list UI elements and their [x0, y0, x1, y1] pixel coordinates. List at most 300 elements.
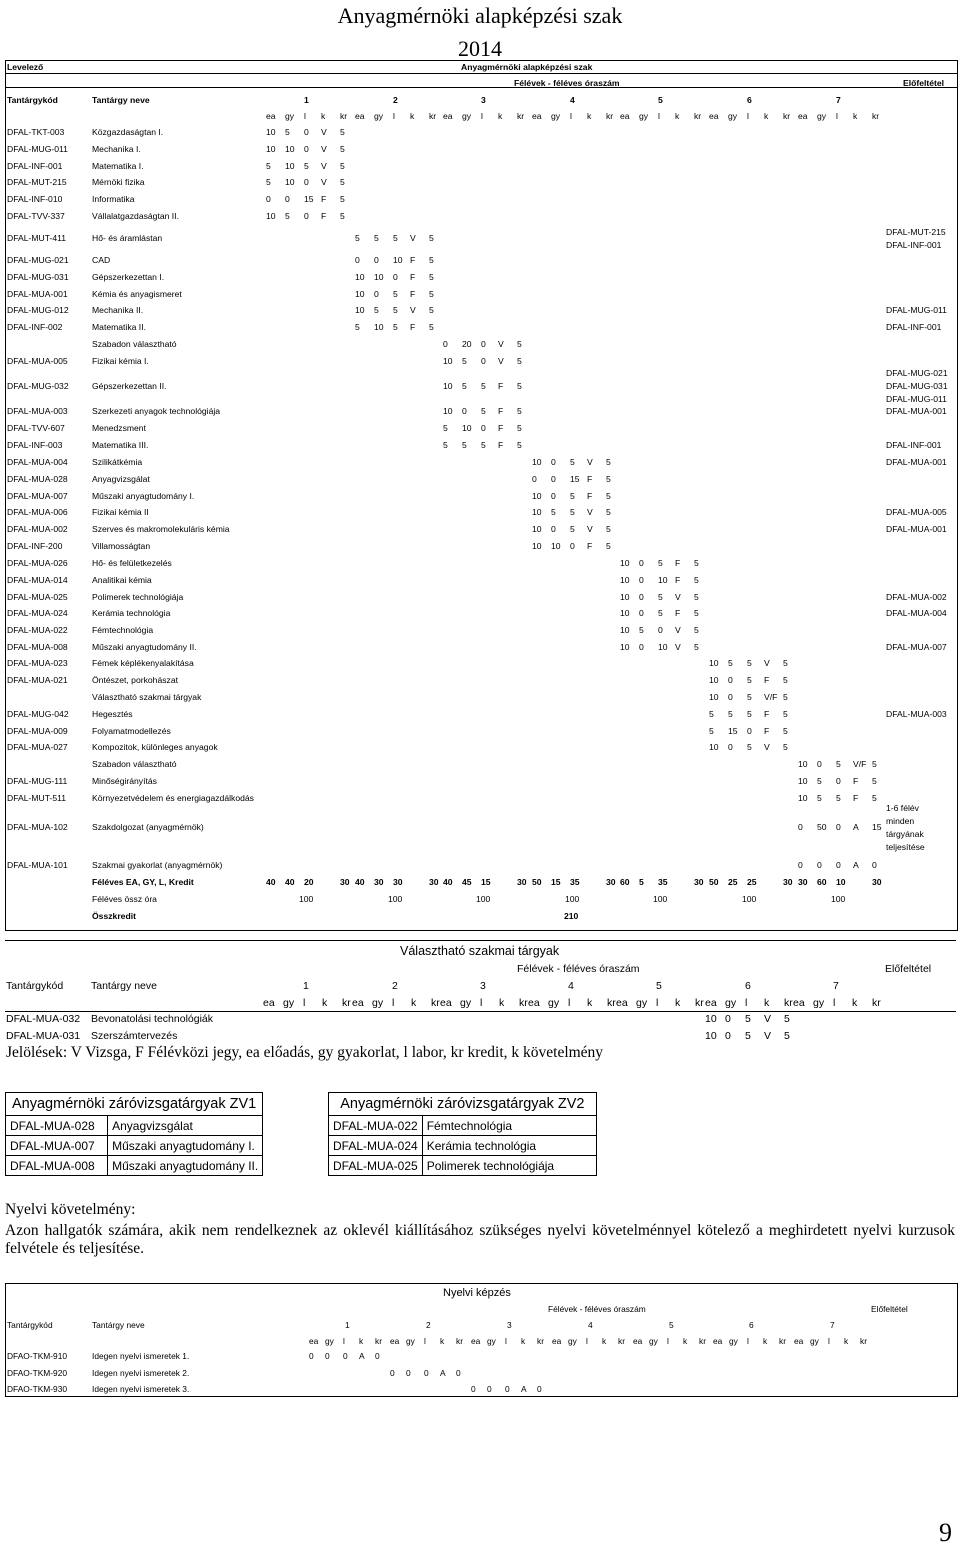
course-name: Gépszerkezettan II. [92, 381, 167, 391]
course-value: 0 [304, 211, 309, 221]
course-value: V [321, 177, 327, 187]
course-value: V [321, 144, 327, 154]
course-value: 10 [709, 692, 719, 702]
subcolumn-label: ea [793, 997, 805, 1009]
course-name: Szerszámtervezés [91, 1030, 178, 1042]
course-value: F [764, 726, 770, 736]
subject-code: DFAL-MUA-028 [6, 1116, 108, 1136]
course-value: F [410, 322, 416, 332]
course-code: DFAL-MUA-026 [7, 558, 68, 568]
course-value: 5 [481, 406, 486, 416]
legend: Jelölések: V Vizsga, F Félévközi jegy, ea előadás, gy gyakorlat, l labor, kr kredit, k követelmény [6, 1044, 604, 1061]
course-value: F [675, 575, 681, 585]
course-value: 5 [517, 339, 522, 349]
subcolumn-label: l [570, 111, 572, 121]
subcolumn-label: ea [709, 111, 719, 121]
subcolumn-label: gy [639, 111, 649, 121]
course-value: 10 [532, 457, 542, 467]
course-value: 5 [374, 305, 379, 315]
language-requirement-title: Nyelvi követelmény: [5, 1201, 136, 1218]
course-value: 5 [606, 491, 611, 501]
subcolumn-label: ea [390, 1336, 400, 1346]
course-code: DFAL-MUA-001 [7, 289, 68, 299]
course-name: Informatika [92, 194, 135, 204]
course-name: Műszaki anyagtudomány I. [92, 491, 195, 501]
course-name: Fémtechnológia [92, 625, 154, 635]
prerequisite: DFAL-MUA-001 [886, 406, 947, 416]
course-value: 0 [481, 339, 486, 349]
subcolumn-label: ea [528, 997, 540, 1009]
zv1-title: Anyagmérnöki záróvizsgatárgyak ZV1 [6, 1093, 263, 1116]
course-value: 5 [728, 658, 733, 668]
subcolumn-label: k [411, 997, 417, 1009]
subcolumn-label: kr [517, 111, 525, 121]
course-value: V [587, 524, 593, 534]
course-code: DFAL-MUA-025 [7, 592, 68, 602]
subcolumn-label: ea [794, 1336, 804, 1346]
total-credit-value: 210 [564, 911, 579, 921]
subcolumn-label: ea [633, 1336, 643, 1346]
course-code: DFAL-MUA-101 [7, 860, 68, 870]
course-value: 10 [705, 1030, 717, 1042]
course-value: V [675, 592, 681, 602]
course-value: V [764, 1030, 772, 1042]
subcolumn-label: ea [263, 997, 275, 1009]
subcolumn-label: ea [552, 1336, 562, 1346]
prerequisite: DFAL-MUA-001 [886, 524, 947, 534]
course-value: 5 [570, 457, 575, 467]
course-value: 5 [658, 558, 663, 568]
course-name: Szabadon választható [92, 339, 177, 349]
subcolumn-label: gy [487, 1336, 496, 1346]
table-row [329, 1116, 597, 1136]
course-value: 0 [443, 339, 448, 349]
course-name: Anyagvizsgálat [92, 474, 150, 484]
course-value: 5 [658, 608, 663, 618]
prerequisite: DFAL-MUA-007 [886, 642, 947, 652]
course-value: 5 [340, 211, 345, 221]
subcolumn-label: gy [406, 1336, 415, 1346]
course-value: 0 [343, 1351, 348, 1361]
table-row [6, 1116, 263, 1136]
semester-number: 3 [507, 1320, 512, 1330]
subcolumn-label: kr [779, 1336, 786, 1346]
table-row [329, 1156, 597, 1176]
course-value: 10 [355, 289, 365, 299]
course-code: DFAL-MUG-012 [7, 305, 69, 315]
code-header: Tantárgykód [7, 1320, 53, 1330]
semester-hours-label: Féléves össz óra [92, 894, 157, 904]
prerequisite: DFAL-MUG-011 [886, 394, 947, 404]
subcolumn-label: gy [810, 1336, 819, 1346]
subcolumn-label: l [833, 997, 836, 1009]
subject-name: Kerámia technológia [422, 1136, 596, 1156]
semester-hours-value: 100 [831, 894, 846, 904]
semester-total-value: 30 [872, 877, 882, 887]
doc-year: 2014 [458, 36, 502, 61]
prerequisite: DFAL-MUA-005 [886, 507, 947, 517]
course-value: 5 [340, 194, 345, 204]
course-name: Gépszerkezettan I. [92, 272, 165, 282]
subcolumn-label: gy [813, 997, 825, 1009]
semester-number: 6 [745, 980, 751, 992]
course-value: A [853, 860, 859, 870]
course-value: 5 [429, 289, 434, 299]
course-code: DFAO-TKM-930 [7, 1384, 68, 1394]
semester-number: 7 [836, 95, 841, 105]
semester-number: 5 [658, 95, 663, 105]
subcolumn-label: k [764, 997, 770, 1009]
page-number: 9 [939, 1518, 952, 1547]
course-value: 0 [551, 524, 556, 534]
prerequisite: DFAL-MUG-031 [886, 381, 948, 391]
course-value: F [410, 272, 416, 282]
course-code: DFAL-TVV-607 [7, 423, 65, 433]
subcolumn-label: l [747, 111, 749, 121]
semester-total-value: 30 [429, 877, 439, 887]
subcolumn-label: kr [783, 111, 791, 121]
course-value: 50 [817, 822, 827, 832]
course-value: 10 [355, 272, 365, 282]
subject-name: Műszaki anyagtudomány I. [108, 1136, 263, 1156]
prerequisite: DFAL-INF-001 [886, 322, 942, 332]
semester-total-value: 40 [266, 877, 276, 887]
subcolumn-label: l [836, 111, 838, 121]
course-value: 5 [517, 381, 522, 391]
course-value: 0 [798, 822, 803, 832]
subcolumn-label: ea [616, 997, 628, 1009]
course-value: 10 [798, 776, 808, 786]
subcolumn-label: l [658, 111, 660, 121]
course-value: 5 [784, 1030, 790, 1042]
subcolumn-label: gy [285, 111, 295, 121]
table-row [6, 1156, 263, 1176]
subcolumn-label: k [675, 997, 681, 1009]
course-code: DFAL-MUG-042 [7, 709, 69, 719]
course-value: A [853, 822, 859, 832]
course-value: 5 [517, 440, 522, 450]
course-value: V [410, 233, 416, 243]
subcolumn-label: l [304, 111, 306, 121]
course-value: 15 [872, 822, 882, 832]
semester-number: 7 [830, 1320, 835, 1330]
semester-number: 2 [426, 1320, 431, 1330]
subject-code: DFAL-MUA-008 [6, 1156, 108, 1176]
course-value: 0 [505, 1384, 510, 1394]
course-code: DFAL-MUA-032 [6, 1013, 81, 1025]
subcolumn-label: l [745, 997, 748, 1009]
semester-number: 1 [345, 1320, 350, 1330]
course-name: CAD [92, 255, 111, 265]
subcolumn-label: l [586, 1336, 588, 1346]
course-value: F [498, 381, 504, 391]
course-value: 5 [694, 625, 699, 635]
semester-total-value: 30 [393, 877, 403, 887]
course-value: 10 [285, 161, 295, 171]
semester-total-value: 45 [462, 877, 472, 887]
course-value: V [675, 625, 681, 635]
prerequisite: DFAL-MUA-003 [886, 709, 947, 719]
zv2-table [328, 1092, 597, 1176]
course-code: DFAL-MUA-102 [7, 822, 68, 832]
elective-title: Választható szakmai tárgyak [400, 944, 560, 958]
course-name: Közgazdaságtan I. [92, 127, 164, 137]
course-value: 0 [725, 1013, 731, 1025]
divider [5, 1011, 956, 1012]
subcolumn-label: ea [532, 111, 542, 121]
course-value: 0 [309, 1351, 314, 1361]
course-value: 10 [620, 642, 630, 652]
course-name: Idegen nyelvi ismeretek 2. [92, 1368, 190, 1378]
semester-number: 2 [393, 95, 398, 105]
semester-total-value: 60 [620, 877, 630, 887]
course-value: 0 [817, 759, 822, 769]
course-value: 5 [836, 759, 841, 769]
course-code: DFAL-MUA-031 [6, 1030, 81, 1042]
course-code: DFAL-MUA-014 [7, 575, 68, 585]
course-value: 5 [340, 127, 345, 137]
subcolumn-label: k [683, 1336, 688, 1346]
course-value: F [675, 558, 681, 568]
language-table [5, 1283, 958, 1397]
course-value: V [764, 742, 770, 752]
course-code: DFAL-MUG-111 [7, 776, 68, 786]
course-name: Fizikai kémia II [92, 507, 149, 517]
course-value: 0 [836, 860, 841, 870]
semester-hours-value: 100 [476, 894, 491, 904]
course-value: F [764, 675, 770, 685]
curriculum-table [5, 60, 958, 931]
subcolumn-label: kr [607, 997, 616, 1009]
course-value: 5 [783, 742, 788, 752]
course-value: 10 [709, 675, 719, 685]
subcolumn-label: ea [798, 111, 808, 121]
course-value: 5 [747, 692, 752, 702]
subcolumn-label: k [853, 111, 858, 121]
course-value: 5 [709, 726, 714, 736]
subcolumn-label: k [322, 997, 328, 1009]
course-value: 0 [551, 491, 556, 501]
semester-number: 4 [588, 1320, 593, 1330]
course-value: 0 [481, 356, 486, 366]
course-name: Kompozitok, különleges anyagok [92, 742, 218, 752]
course-value: 5 [462, 356, 467, 366]
course-code: DFAL-MUT-511 [7, 793, 67, 803]
prerequisite: DFAL-INF-001 [886, 440, 942, 450]
prerequisite: DFAL-MUT-215 [886, 226, 946, 237]
subcolumn-label: l [303, 997, 306, 1009]
course-name: Szabadon választható [92, 759, 177, 769]
course-code: DFAL-MUA-023 [7, 658, 68, 668]
course-value: 5 [694, 575, 699, 585]
prerequisite: DFAL-MUG-011 [886, 305, 947, 315]
subject-name: Műszaki anyagtudomány II. [108, 1156, 263, 1176]
course-name: Polimerek technológiája [92, 592, 184, 602]
course-value: 5 [783, 726, 788, 736]
course-code: DFAL-MUT-215 [7, 177, 67, 187]
course-value: 0 [551, 474, 556, 484]
semester-total-value: 50 [532, 877, 542, 887]
course-value: 0 [374, 289, 379, 299]
course-name: Vállalatgazdaságtan II. [92, 211, 179, 221]
course-value: 10 [532, 524, 542, 534]
course-value: 0 [487, 1384, 492, 1394]
subcolumn-label: gy [817, 111, 827, 121]
table-row [6, 1136, 263, 1156]
course-value: 5 [694, 642, 699, 652]
semester-total-value: 40 [355, 877, 365, 887]
course-value: 5 [747, 742, 752, 752]
semester-total-value: 30 [694, 877, 704, 887]
course-value: 0 [304, 144, 309, 154]
subcolumn-label: ea [309, 1336, 319, 1346]
semester-number: 1 [304, 95, 309, 105]
zv2-title: Anyagmérnöki záróvizsgatárgyak ZV2 [329, 1093, 597, 1116]
subcolumn-label: kr [618, 1336, 625, 1346]
subcolumn-label: kr [695, 997, 704, 1009]
subcolumn-label: k [844, 1336, 849, 1346]
course-value: 5 [606, 507, 611, 517]
subcolumn-label: l [424, 1336, 426, 1346]
course-value: 10 [266, 144, 276, 154]
semester-total-value: 35 [658, 877, 668, 887]
course-value: 10 [705, 1013, 717, 1025]
course-value: 0 [355, 255, 360, 265]
course-value: 5 [872, 793, 877, 803]
subcolumn-label: kr [342, 997, 351, 1009]
course-name: Idegen nyelvi ismeretek 1. [92, 1351, 190, 1361]
course-value: 5 [745, 1030, 751, 1042]
semester-number: 4 [568, 980, 574, 992]
course-value: 10 [443, 406, 453, 416]
course-value: 0 [375, 1351, 380, 1361]
course-value: 0 [725, 1030, 731, 1042]
course-value: F [410, 255, 416, 265]
course-value: 10 [532, 541, 542, 551]
course-name: Villamosságtan [92, 541, 151, 551]
name-header: Tantárgy neve [91, 980, 157, 992]
course-value: 5 [429, 255, 434, 265]
course-value: 0 [728, 692, 733, 702]
course-value: F [675, 608, 681, 618]
subcolumn-label: kr [519, 997, 528, 1009]
course-name: Minőségirányítás [92, 776, 157, 786]
semesters-label: Félévek - féléves óraszám [548, 1304, 646, 1314]
prerequisite: 1-6 félév [886, 802, 919, 813]
course-value: 0 [481, 423, 486, 433]
semester-number: 7 [833, 980, 839, 992]
course-value: 5 [393, 305, 398, 315]
subcolumn-label: ea [352, 997, 364, 1009]
course-value: 0 [836, 776, 841, 786]
course-value: 5 [747, 675, 752, 685]
subject-code: DFAL-MUA-024 [329, 1136, 423, 1156]
course-value: 5 [429, 305, 434, 315]
course-value: 0 [456, 1368, 461, 1378]
course-value: 5 [429, 272, 434, 282]
course-value: 5 [817, 776, 822, 786]
subcolumn-label: l [667, 1336, 669, 1346]
subcolumn-label: l [505, 1336, 507, 1346]
course-value: 5 [462, 440, 467, 450]
course-value: 10 [658, 642, 668, 652]
subcolumn-label: kr [375, 1336, 382, 1346]
subcolumn-label: gy [636, 997, 648, 1009]
course-value: 5 [481, 440, 486, 450]
course-value: 5 [481, 381, 486, 391]
prereq-header: Előfeltétel [885, 963, 932, 975]
course-value: 5 [694, 608, 699, 618]
course-value: 5 [285, 211, 290, 221]
course-value: 5 [443, 440, 448, 450]
course-name: Környezetvédelem és energiagazdálkodás [92, 793, 254, 803]
course-code: DFAL-INF-200 [7, 541, 63, 551]
subcolumn-label: k [852, 997, 858, 1009]
divider [6, 73, 957, 74]
course-value: 5 [266, 161, 271, 171]
semester-total-value: 25 [747, 877, 757, 887]
subcolumn-label: gy [462, 111, 472, 121]
course-code: DFAL-MUA-024 [7, 608, 68, 618]
semester-total-value: 60 [817, 877, 827, 887]
course-name: Mechanika I. [92, 144, 141, 154]
name-header: Tantárgy neve [92, 1320, 145, 1330]
course-name: Kémia és anyagismeret [92, 289, 182, 299]
course-name: Folyamatmodellezés [92, 726, 171, 736]
course-name: Kerámia technológia [92, 608, 171, 618]
course-value: F [498, 406, 504, 416]
semesters-label: Félévek - féléves óraszám [514, 78, 620, 88]
course-name: Idegen nyelvi ismeretek 3. [92, 1384, 190, 1394]
subcolumn-label: kr [340, 111, 348, 121]
course-value: 0 [798, 860, 803, 870]
course-value: F [587, 474, 593, 484]
course-value: 5 [374, 233, 379, 243]
code-header: Tantárgykód [7, 95, 58, 105]
course-value: 10 [393, 255, 403, 265]
prerequisite: DFAL-MUA-004 [886, 608, 947, 618]
course-value: 5 [340, 177, 345, 187]
course-value: 5 [606, 457, 611, 467]
course-value: V/F [764, 692, 778, 702]
course-name: Műszaki anyagtudomány II. [92, 642, 197, 652]
course-value: 10 [620, 625, 630, 635]
course-value: 0 [325, 1351, 330, 1361]
course-value: 5 [658, 592, 663, 602]
subcolumn-label: gy [374, 111, 384, 121]
subcolumn-label: kr [699, 1336, 706, 1346]
course-value: 0 [406, 1368, 411, 1378]
course-code: DFAL-MUT-411 [7, 233, 67, 243]
course-value: 0 [532, 474, 537, 484]
semester-number: 2 [392, 980, 398, 992]
course-value: 10 [709, 658, 719, 668]
course-name: Bevonatolási technológiák [91, 1013, 214, 1025]
course-name: Analitikai kémia [92, 575, 152, 585]
course-name: Szerves és makromolekuláris kémia [92, 524, 230, 534]
course-code: DFAL-MUA-006 [7, 507, 68, 517]
course-value: 5 [551, 507, 556, 517]
course-code: DFAL-MUA-008 [7, 642, 68, 652]
subcolumn-label: ea [471, 1336, 481, 1346]
course-value: F [498, 423, 504, 433]
semester-total-value: 30 [340, 877, 350, 887]
prerequisite: minden [886, 815, 915, 826]
course-value: 0 [424, 1368, 429, 1378]
course-value: 10 [374, 322, 384, 332]
course-value: 5 [747, 658, 752, 668]
course-value: 0 [551, 457, 556, 467]
